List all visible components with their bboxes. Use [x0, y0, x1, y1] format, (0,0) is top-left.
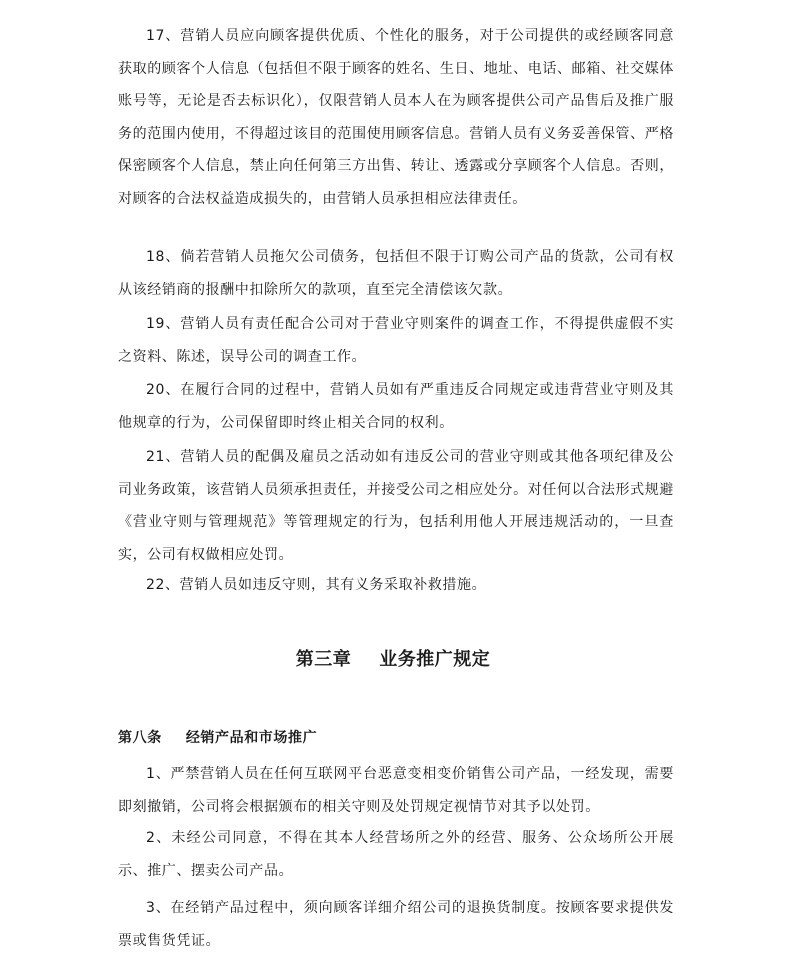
paragraph-21: 21、营销人员的配偶及雇员之活动如有违反公司的营业守则或其他各项纪律及公司业务政策，该营销人员须承担责任，并接受公司之相应处分。对任何以合法形式规避《营业守则与管理规范》等管理规定的行为，包括利用他人开展违规活动的，一旦查实，公司有权做相应处罚。 — [118, 449, 674, 563]
chapter-heading — [0, 645, 786, 671]
paragraph-18: 18、倘若营销人员拖欠公司债务，包括但不限于订购公司产品的货款，公司有权从该经销商的报酬中扣除所欠的款项，直至完全清偿该欠款。 — [118, 249, 674, 298]
paragraph-20: 20、在履行合同的过程中，营销人员如有严重违反合同规定或违背营业守则及其他规章的行为，公司保留即时终止相关合同的权利。 — [118, 382, 674, 431]
paragraph-article-3: 3、在经销产品过程中，须向顾客详细介绍公司的退换货制度。按顾客要求提供发票或售货凭证。 — [118, 900, 674, 949]
paragraph-article-1: 1、严禁营销人员在任何互联网平台恶意变相变价销售公司产品，一经发现，需要即刻撤销，公司将会根据颁布的相关守则及处罚规定视情节对其予以处罚。 — [118, 766, 674, 815]
paragraph-17: 17、营销人员应向顾客提供优质、个性化的服务，对于公司提供的或经顾客同意获取的顾客个人信息（包括但不限于顾客的姓名、生日、地址、电话、邮箱、社交媒体账号等，无论是否去标识化），仅限营销人员本人在为顾客提供公司产品售后及推广服务的范围内使用，不得超过该目的范围使用顾客信息。营销人员有义务妥善保管、严格保密顾客个人信息，禁止向任何第三方出售、转让、透露或分享顾客个人信息。否则，对顾客的合法权益造成损失的，由营销人员承担相应法律责任。 — [118, 28, 674, 207]
chapter-title: 业务推广规定 — [379, 649, 491, 670]
paragraph-22: 22、营销人员如违反守则，其有义务采取补救措施。 — [146, 577, 487, 593]
article-number: 第八条 — [118, 730, 162, 746]
article-title: 经销产品和市场推广 — [185, 730, 318, 746]
chapter-number: 第三章 — [295, 649, 352, 670]
paragraph-19: 19、营销人员有责任配合公司对于营业守则案件的调查工作，不得提供虚假不实之资料、陈述，误导公司的调查工作。 — [118, 316, 674, 365]
paragraph-article-2: 2、未经公司同意，不得在其本人经营场所之外的经营、服务、公众场所公开展示、推广、摆卖公司产品。 — [118, 830, 674, 879]
article-heading — [118, 727, 317, 747]
